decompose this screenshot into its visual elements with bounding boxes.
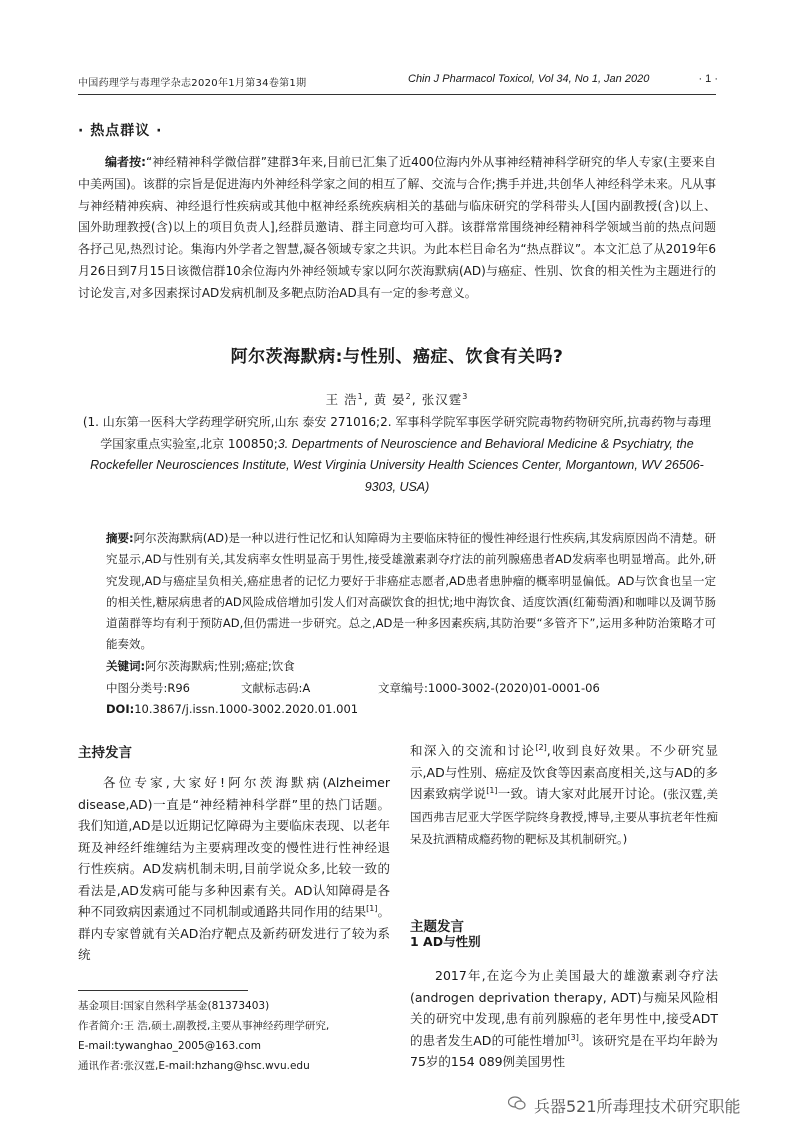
author-list: 王 浩$^1$, 黄 晏$^2$, 张汉霆$^3$ [325, 391, 469, 407]
author-name: 黄 晏 [373, 392, 406, 407]
section-heading-topic: 主题发言 [410, 919, 464, 935]
author-email: E-mail:tywanghao_2005@163.com [78, 1040, 261, 1052]
affiliations [78, 412, 716, 498]
citation-ref: [2] [535, 742, 547, 752]
author-name: 王 浩 [325, 392, 358, 407]
footnote-divider [78, 990, 248, 991]
citation-ref: [1] [366, 903, 378, 913]
author-name: 张汉霆 [421, 392, 463, 407]
author-bio: 作者简介:王 浩,硕士,副教授,主要从事神经药理学研究, [78, 1020, 330, 1032]
host-bio-note: (张汉霆,美国西弗吉尼亚大学医学院终身教授,博导,主要从事抗老年性痴呆及抗酒精成瘾药物的靶标及其机制研究。) [410, 787, 718, 846]
article-title: 阿尔茨海默病:与性别、癌症、饮食有关吗? [230, 347, 564, 367]
editor-note-text: “神经精神科学微信群”建群3年来,目前已汇集了近400位海内外从事神经精神科学研究的华人专家(主要来自中美两国)。该群的宗旨是促进海内外神经科学家之间的相互了解、交流与合作;携手并进,共创华人神经科学未来。凡从事与神经精神疾病、神经退行性疾病或其他中枢神经系统疾病相关的基础与临床研究的学科带头人[国内副教授(含)以上、国外助理教授(含)以上的项目负责人],经群员邀请、群主同意均可入群。该群常常围绕神经精神科学领域当前的热点问题各抒己见,热烈讨论。集海内外学者之智慧,凝各领域专家之共识。为此本栏目命名为“热点群议”。本文汇总了从2019年6月26日到7月15日该微信群10余位海内外神经领域专家以阿尔茨海默病(AD)与癌症、性别、饮食的相关性为主题进行的讨论发言,对多因素探讨AD发病机制及多靶点防治AD具有一定的参考意义。 [78, 155, 716, 300]
keywords-text: 阿尔茨海默病;性别;癌症;饮食 [145, 659, 295, 673]
corresponding-author: 通讯作者:张汉霆,E-mail:hzhang@hsc.wvu.edu [78, 1060, 310, 1072]
clc-number: 中图分类号:R96 [106, 681, 190, 695]
header-divider [78, 94, 716, 95]
topic-speech-tail: 。该研究是在平均年龄为75岁的154 089例美国男性 [410, 1032, 718, 1069]
doi-line [106, 702, 358, 716]
author-affil-mark: 2 [405, 391, 412, 401]
running-head [78, 72, 718, 90]
affiliation-cn: (1. 山东第一医科大学药理学研究所,山东 泰安 271016;2. 军事科学院军事医学研究院毒物药物研究所,抗毒药物与毒理学国家重点实验室,北京 100850; [82, 415, 712, 451]
journal-name-en: Chin J Pharmacol Toxicol, Vol 34, No 1, Jan 2020 [408, 73, 650, 85]
doi-label: DOI: [106, 702, 135, 716]
editor-note-label: 编者按: [105, 155, 146, 169]
keywords-label: 关键词: [106, 659, 146, 673]
continued-text: 和深入的交流和讨论 [410, 743, 536, 758]
doi-value: 10.3867/j.issn.1000-3002.2020.01.001 [134, 702, 359, 716]
citation-ref: [1] [486, 785, 498, 795]
page-number: · 1 · [698, 73, 718, 85]
column-title: · 热点群议 · [78, 123, 163, 139]
article-number: 文章编号:1000-3002-(2020)01-0001-06 [378, 681, 600, 695]
wechat-icon [508, 1096, 526, 1110]
continued-text: ,收到良好效果。不少研究显示,AD与性别、癌症及饮食等因素高度相关,这与AD的多因素致病学说 [410, 743, 718, 801]
host-speech-text: 各位专家,大家好!阿尔茨海默病(Alzheimer disease,AD)一直是“神经精神科学群”里的热门话题。我们知道,AD是以近期记忆障碍为主要临床表现、以老年斑及神经纤维缠结为主要病理改变的慢性进行性神经退行性疾病。AD发病机制未明,目前学说众多,比较一致的看法是,AD发病可能与多种因素有关。AD认知障碍是各种不同致病因素通过不同机制或通路共同作用的结果 [78, 775, 390, 919]
abstract-label: 摘要: [106, 531, 134, 545]
footnotes [78, 996, 390, 1076]
watermark-text: 兵器521所毒理技术研究职能 [534, 1097, 741, 1116]
author-affil-mark: 3 [462, 391, 469, 401]
topic-speech [410, 965, 718, 1073]
continued-text: 一致。请大家对此展开讨论。 [497, 786, 663, 801]
topic-speech-text: 2017年,在迄今为止美国最大的雄激素剥夺疗法(androgen deprivation therapy, ADT)与痴呆风险相关的研究中发现,患有前列腺癌的老年男性中,接受ADT的患者发生AD的可能性增加 [410, 968, 718, 1048]
host-speech-tail: 。群内专家曾就有关AD治疗靶点及新药研发进行了较为系统 [78, 904, 390, 962]
funding-note: 基金项目:国家自然科学基金(81373403) [78, 1000, 270, 1012]
editor-note [78, 152, 716, 305]
affiliation-en: 3. Departments of Neuroscience and Behavioral Medicine & Psychiatry, the Rockefeller Neurosciences Institute, West Virginia University Health Sciences Center, Morgantown, WV 26506-9303, USA) [90, 436, 704, 494]
journal-name-cn: 中国药理学与毒理学杂志2020年1月第34卷第1期 [78, 78, 307, 89]
abstract-text: 阿尔茨海默病(AD)是一种以进行性记忆和认知障碍为主要临床特征的慢性神经退行性疾病,其发病原因尚不清楚。研究显示,AD与性别有关,其发病率女性明显高于男性,接受雄激素剥夺疗法的前列腺癌患者AD发病率也明显增高。此外,研究发现,AD与癌症呈负相关,癌症患者的记忆力要好于非癌症志愿者,AD患者患肿瘤的概率明显偏低。AD与饮食也呈一定的相关性,糖尿病患者的AD风险成倍增加引发人们对高碳饮食的担忧;地中海饮食、适度饮酒(红葡萄酒)和咖啡以及调节肠道菌群等均有利于预防AD,但仍需进一步研究。总之,AD是一种多因素疾病,其防治要“多管齐下”,运用多种防治策略才可能奏效。 [106, 531, 716, 652]
abstract [106, 528, 716, 656]
host-speech [78, 772, 390, 966]
keywords [106, 658, 295, 674]
citation-ref: [3] [567, 1032, 579, 1042]
subsection-heading: 1 AD与性别 [410, 934, 481, 949]
author-affil-mark: 1 [357, 391, 364, 401]
section-heading-host: 主持发言 [78, 745, 132, 761]
host-speech-continued [410, 740, 718, 851]
document-code: 文献标志码:A [241, 681, 311, 695]
classification-line [106, 680, 716, 698]
